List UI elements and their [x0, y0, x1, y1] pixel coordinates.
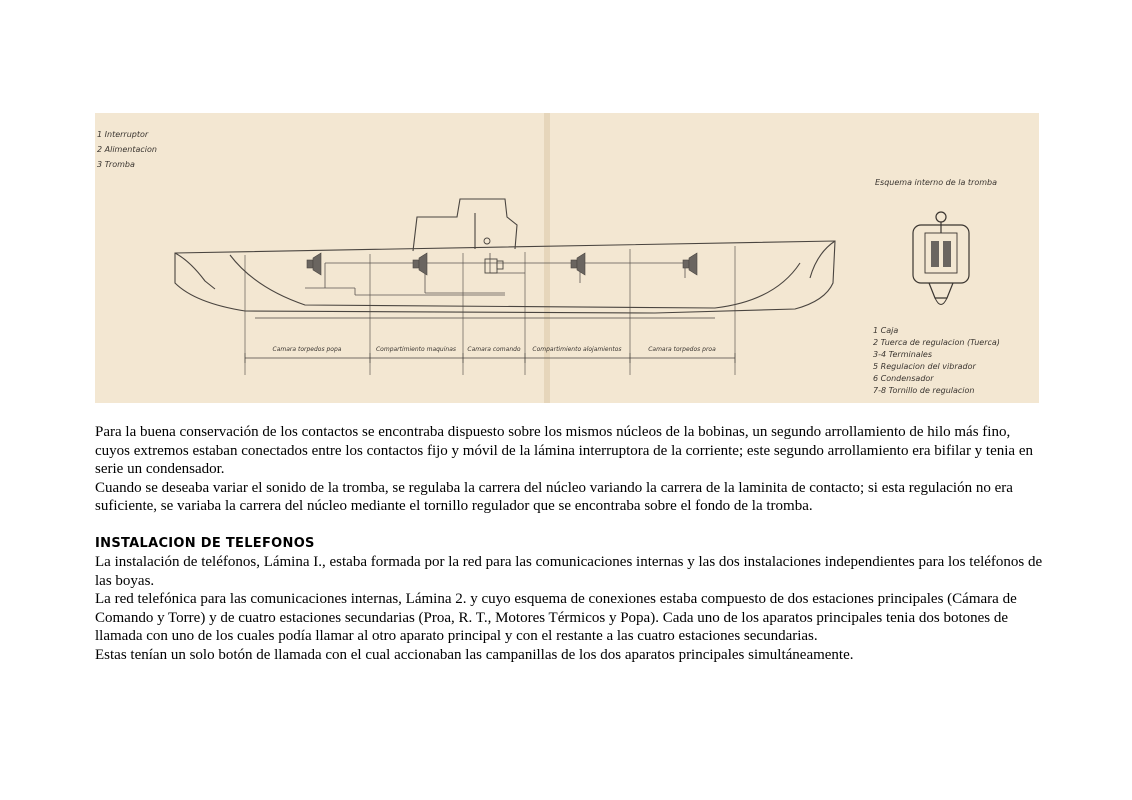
submarine-wiring-plate — [95, 113, 1039, 403]
tromba-icon — [419, 253, 427, 275]
inset-legend-item: 1 Caja — [873, 326, 899, 335]
inset-legend-item: 6 Condensador — [873, 374, 934, 383]
paragraph: Estas tenían un solo botón de llamada con el cual accionaban las campanillas de los dos aparatos principales simultáneamente. — [95, 646, 854, 663]
paragraph: Para la buena conservación de los contactos se encontraba dispuesto sobre los mismos núcleos de la bobinas, un segundo arrollamiento de hilo más fino, cuyos extremos estaban conectados entre los contactos fijo y móvil de la lámina interruptora de la corriente; este segundo arrollamiento era bifilar y tenia en serie un condensador. — [95, 424, 1033, 478]
legend-item-3: 3 Tromba — [97, 160, 135, 169]
legend-item-2: 2 Alimentacion — [97, 145, 157, 154]
inset-legend-item: 3-4 Terminales — [873, 350, 933, 359]
inset-legend-item: 2 Tuerca de regulacion (Tuerca) — [873, 338, 1000, 347]
tromba-icon — [683, 260, 689, 268]
tromba-icon — [571, 260, 577, 268]
inset-title: Esquema interno de la tromba — [875, 178, 997, 187]
tromba-icons — [307, 253, 697, 275]
tromba-icon — [689, 253, 697, 275]
interruptor-symbol — [484, 238, 490, 244]
inset-legend — [873, 326, 1000, 395]
compartment-label: Camara torpedos popa — [272, 346, 342, 353]
tromba-icon — [413, 260, 419, 268]
inset-legend-item: 5 Regulacion del vibrador — [873, 362, 976, 371]
compartment-label: Camara torpedos proa — [648, 346, 716, 353]
legend-item-1: 1 Interruptor — [97, 130, 149, 139]
interruptor-box — [485, 259, 497, 273]
paragraph: La red telefónica para las comunicaciones internas, Lámina 2. y cuyo esquema de conexiones estaba compuesto de dos estaciones principales (Cámara de Comando y Torre) y de cuatro estaciones secundarias (Proa, R. T., Motores Térmicos y Popa). Cada uno de los aparatos principales tenia dos botones de llamada con uno de los cuales podía llamar al otro aparato principal y con el restante a las cuatro estaciones secundarias. — [95, 591, 1017, 645]
tromba-icon — [313, 253, 321, 275]
document-body — [95, 423, 1045, 665]
section-heading: INSTALACION DE TELEFONOS — [95, 535, 315, 551]
alimentacion-box — [497, 261, 503, 269]
plate-drawing — [95, 113, 1039, 403]
tromba-icon — [307, 260, 313, 268]
paragraph: La instalación de teléfonos, Lámina I., estaba formada por la red para las comunicaciones internas y las dos instalaciones independientes para los teléfonos de las boyas. — [95, 553, 1043, 589]
compartment-label: Camara comando — [467, 346, 521, 353]
paragraph: Cuando se deseaba variar el sonido de la tromba, se regulaba la carrera del núcleo variando la carrera de la laminita de contacto; si esta regulación no era suficiente, se variaba la carrera del núcleo mediante el tornillo regulador que se encontraba sobre el fondo de la tromba. — [95, 479, 1013, 515]
tromba-icon — [577, 253, 585, 275]
inset-legend-item: 7-8 Tornillo de regulacion — [873, 386, 975, 395]
compartment-dimension-line — [245, 353, 735, 363]
compartment-label: Compartimiento maquinas — [375, 346, 457, 353]
compartment-label: Compartimiento alojamientos — [532, 346, 622, 353]
tromba-internal-diagram — [913, 212, 969, 305]
